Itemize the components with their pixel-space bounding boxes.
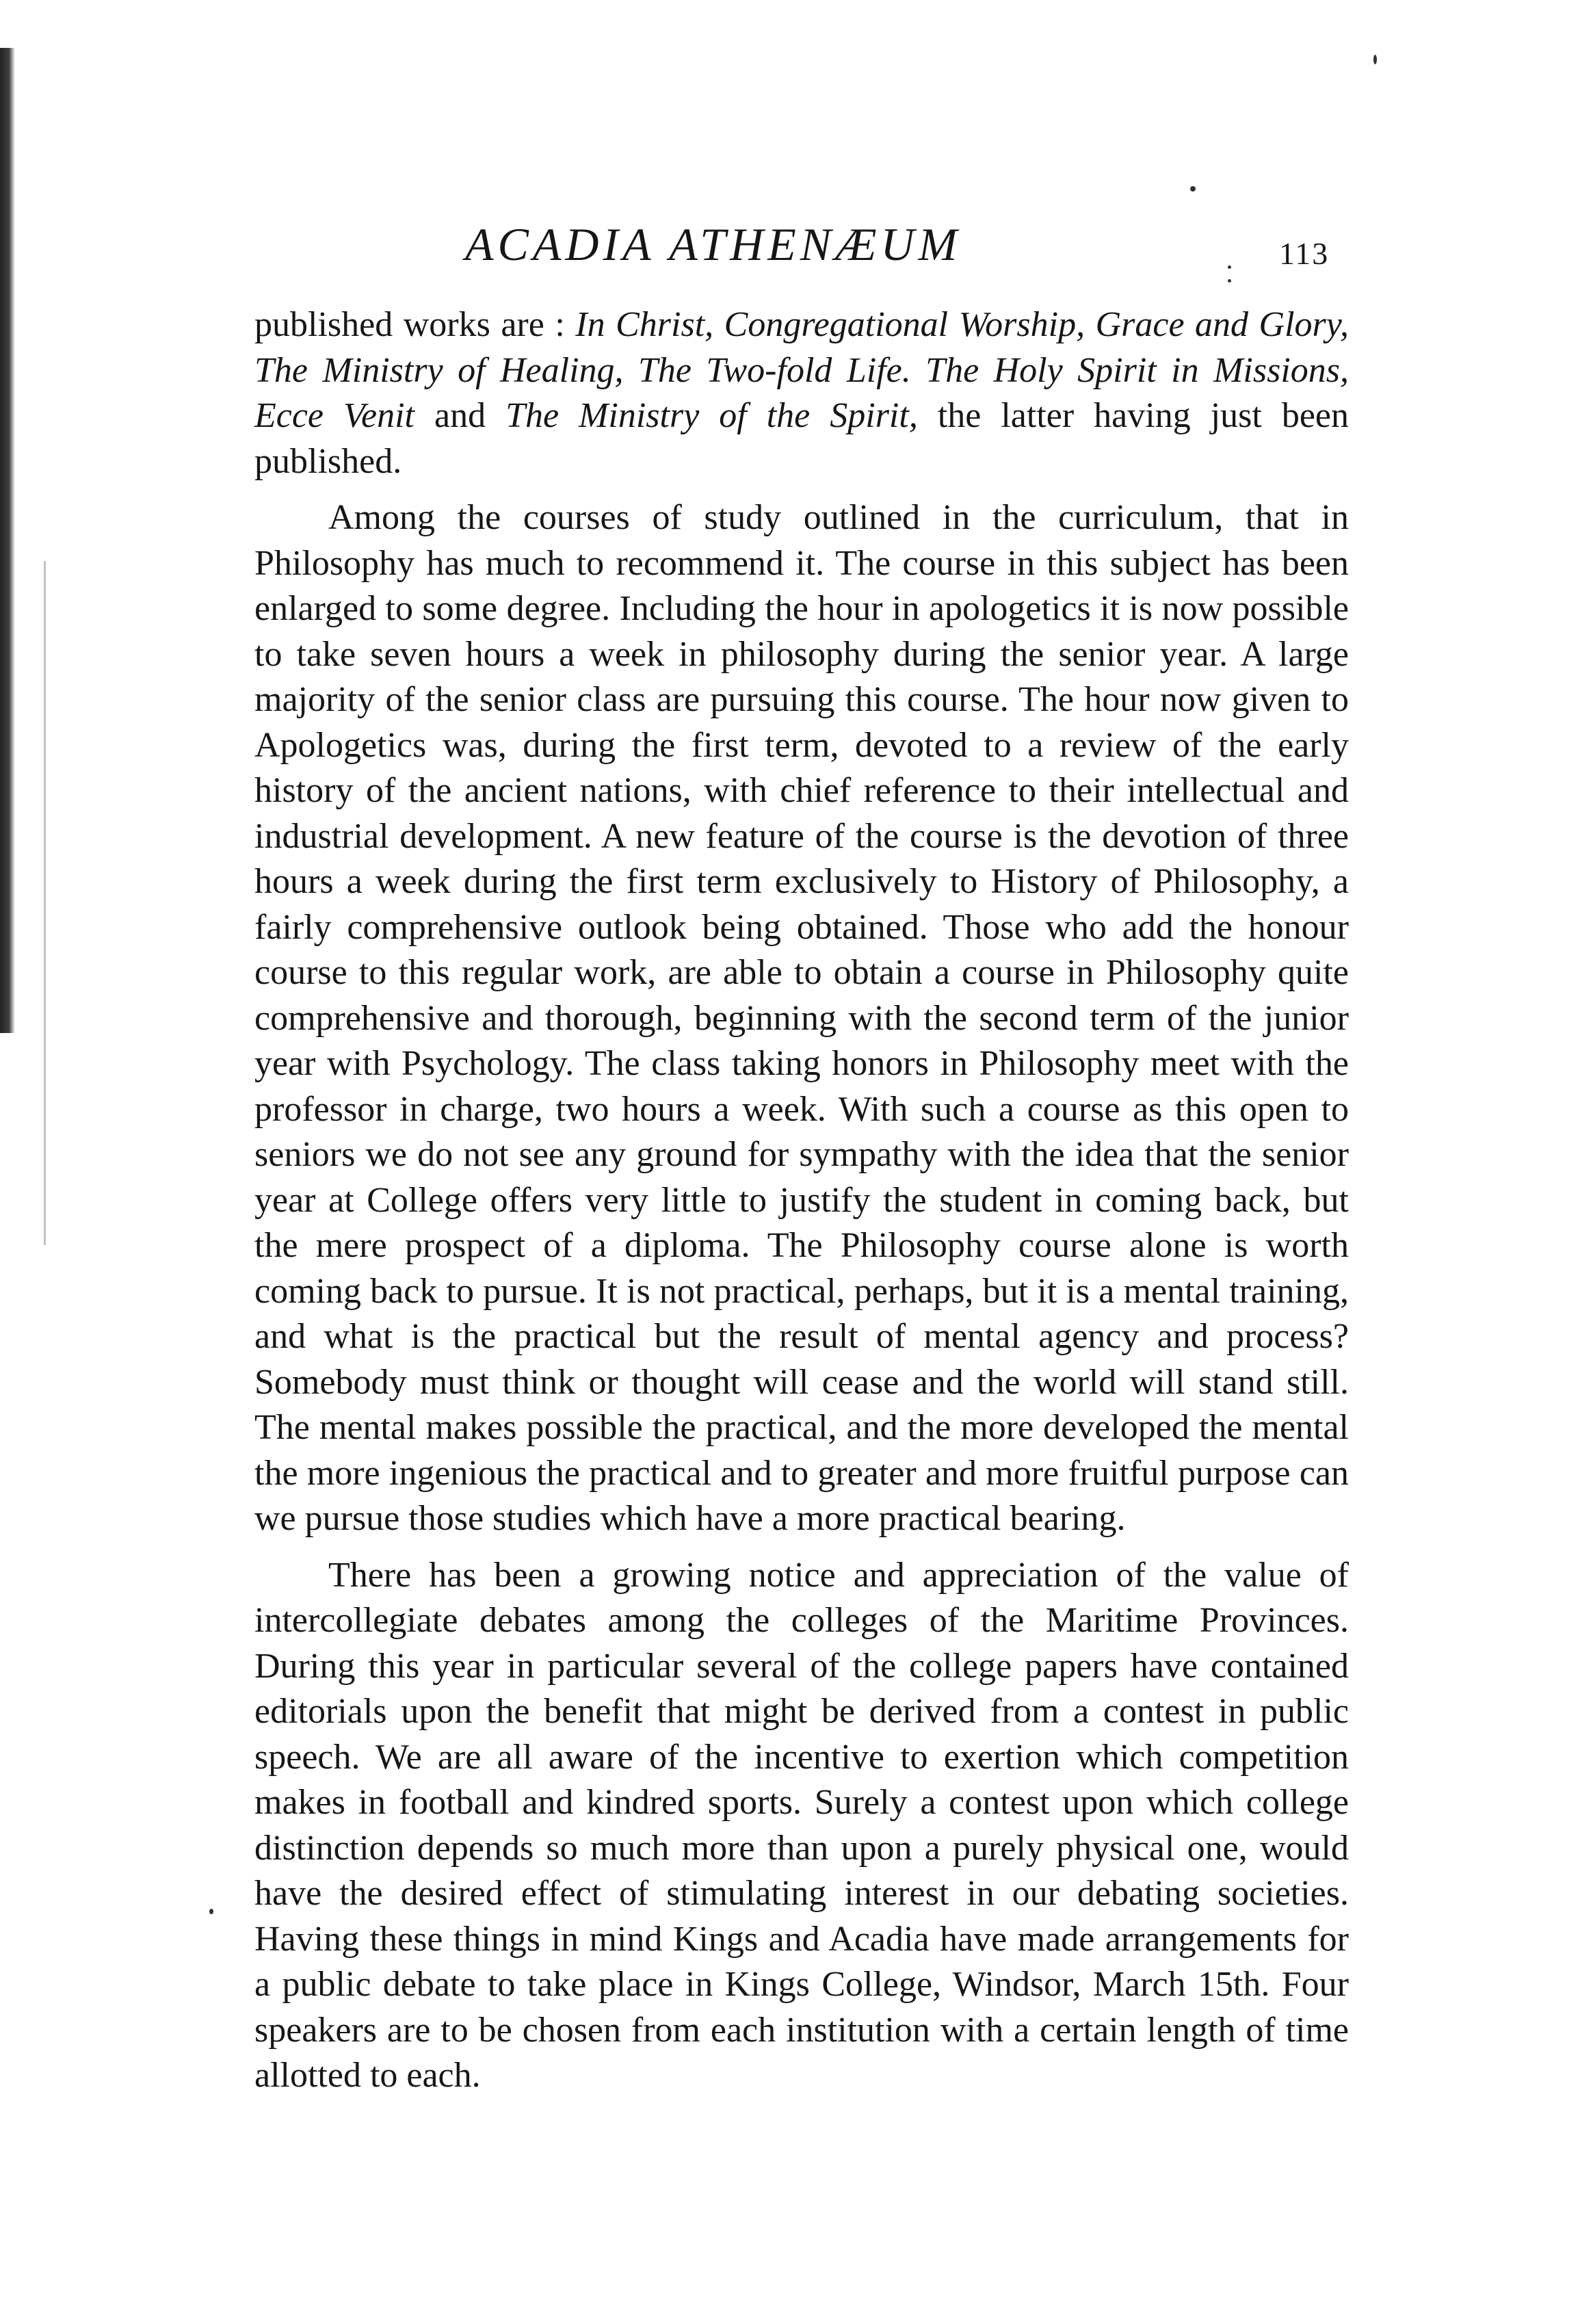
text-run: Among the courses of study outlined in the curriculum, that in Philosophy has much to recommend it. The course in this subject has been enlarged to some degree. Including the hour in apologetics it is now possible to take seven hours a week in philosophy during the senior year. A large majority of the senior class are pursuing this course. The hour now given to Apologetics was, during the first term, devoted to a review of the early history of the ancient nations, with chief reference to their intellectual and industrial development. A new feature of the course is the devotion of three hours a week during the first term exclusively to History of Philosophy, a fairly comprehensive outlook being obtained. Those who add the honour course to this regular work, are able to obtain a course in Philosophy quite comprehensive and thorough, beginning with the second term of the junior year with Psychology. The class taking honors in Philosophy meet with the professor in charge, two hours a week. With such a course as this open to seniors we do not see any ground for sympathy with the idea that the senior year at College offers very little to justify the student in coming back, but the mere prospect of a diploma. The Philosophy course alone is worth coming back to pursue. It is not practical, perhaps, but it is a mental training, and what is the practical but the result of mental agency and process? Somebody must think or thought will cease and the world will stand still. The mental makes possible the practical, and the more developed the mental the more ingenious the practical and to greater and more fruitful purpose can we pursue those studies which have a more practical bearing. xyxy=(254,498,1349,1538)
page-number: 113 xyxy=(1279,236,1330,271)
scan-speck xyxy=(1190,186,1196,192)
text-run: There has been a growing notice and appreciation of the value of intercollegiate debates among the colleges of the Maritime Provinces. During this year in particular several of the college papers have contained editorials upon the benefit that might be derived from a contest in public speech. We are all aware of the incentive to exertion which competition makes in football and kindred sports. Surely a contest upon which college distinction depends so much more than upon a purely physical one, would have the desired effect of stimulating interest in our debating societies. Having these things in mind Kings and Acadia have made arrangements for a public debate to take place in Kings College, Windsor, March 15th. Four speakers are to be chosen from each institution with a certain length of time allotted to each. xyxy=(254,1555,1349,2095)
paragraph-intercollegiate-debates xyxy=(254,1553,1349,2099)
text-run: the latter having just been published. xyxy=(254,396,1349,481)
book-title: The Ministry of the Spirit, xyxy=(505,396,918,435)
paragraph-philosophy-course xyxy=(254,495,1349,1542)
page-header xyxy=(0,218,1593,272)
article-body xyxy=(254,302,1349,2099)
book-titles: In Christ, Congregational Worship, Grace and Glory, The Ministry of Healing, The Two-fold Life. The Holy Spirit in Missions, Ecce Venit xyxy=(254,305,1350,435)
scan-speck xyxy=(209,1909,213,1914)
scan-margin-line xyxy=(44,561,46,1245)
text-run: published works are : xyxy=(254,305,576,344)
scan-binding-edge xyxy=(0,48,15,1033)
scan-speck xyxy=(1228,279,1231,283)
scan-speck xyxy=(1373,55,1377,64)
running-head: ACADIA ATHENÆUM xyxy=(465,218,962,270)
text-run: and xyxy=(414,396,506,435)
paragraph-publications xyxy=(254,302,1349,484)
